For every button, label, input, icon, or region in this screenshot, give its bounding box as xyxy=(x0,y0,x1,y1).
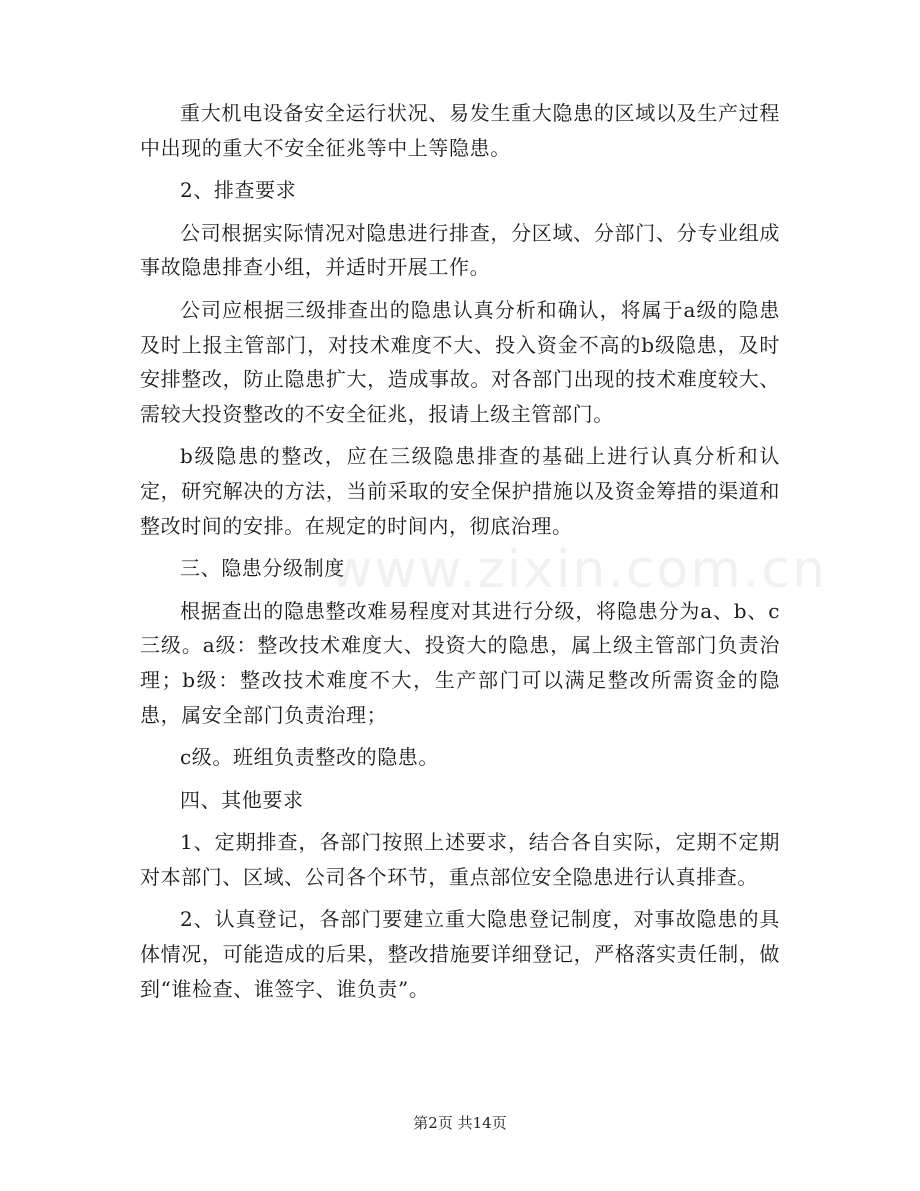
paragraph-registration: 2、认真登记，各部门要建立重大隐患登记制度，对事故隐患的具体情况，可能造成的后果，整改措施要详细登记，严格落实责任制，做到“谁检查、谁签字、谁负责”。 xyxy=(140,907,780,1001)
paragraph-hazard-scope: 重大机电设备安全运行状况、易发生重大隐患的区域以及生产过程中出现的重大不安全征兆等中上等隐患。 xyxy=(140,101,780,160)
paragraph-b-level-rectification: b级隐患的整改，应在三级隐患排查的基础上进行认真分析和认定，研究解决的方法，当前采取的安全保护措施以及资金筹措的渠道和整改时间的安排。在规定的时间内，彻底治理。 xyxy=(140,444,780,538)
page-number-footer: 第2页 共14页 xyxy=(413,1114,507,1132)
heading-other-requirements: 四、其他要求 xyxy=(180,787,304,812)
paragraph-analysis-reporting: 公司应根据三级排查出的隐患认真分析和确认，将属于a级的隐患及时上报主管部门，对技术难度不大、投入资金不高的b级隐患，及时安排整改，防止隐患扩大，造成事故。对各部门出现的技术难度较大、需较大投资整改的不安全征兆，报请上级主管部门。 xyxy=(140,297,780,426)
paragraph-inspection-teams: 公司根据实际情况对隐患进行排查，分区域、分部门、分专业组成事故隐患排查小组，并适时开展工作。 xyxy=(140,220,780,280)
heading-inspection-requirements: 2、排查要求 xyxy=(180,178,297,203)
heading-hazard-classification: 三、隐患分级制度 xyxy=(180,556,345,581)
paragraph-c-level: c级。班组负责整改的隐患。 xyxy=(180,745,440,770)
watermark: www.zixin.com.cn xyxy=(330,540,827,600)
paragraph-regular-inspection: 1、定期排查，各部门按照上述要求，结合各自实际，定期不定期对本部门、区域、公司各个环节，重点部位安全隐患进行认真排查。 xyxy=(140,830,780,889)
paragraph-classification-levels: 根据查出的隐患整改难易程度对其进行分级，将隐患分为a、b、c三级。a级：整改技术难度大、投资大的隐患，属上级主管部门负责治理；b级：整改技术难度不大，生产部门可以满足整改所需资金的隐患，属安全部门负责治理； xyxy=(140,598,780,727)
